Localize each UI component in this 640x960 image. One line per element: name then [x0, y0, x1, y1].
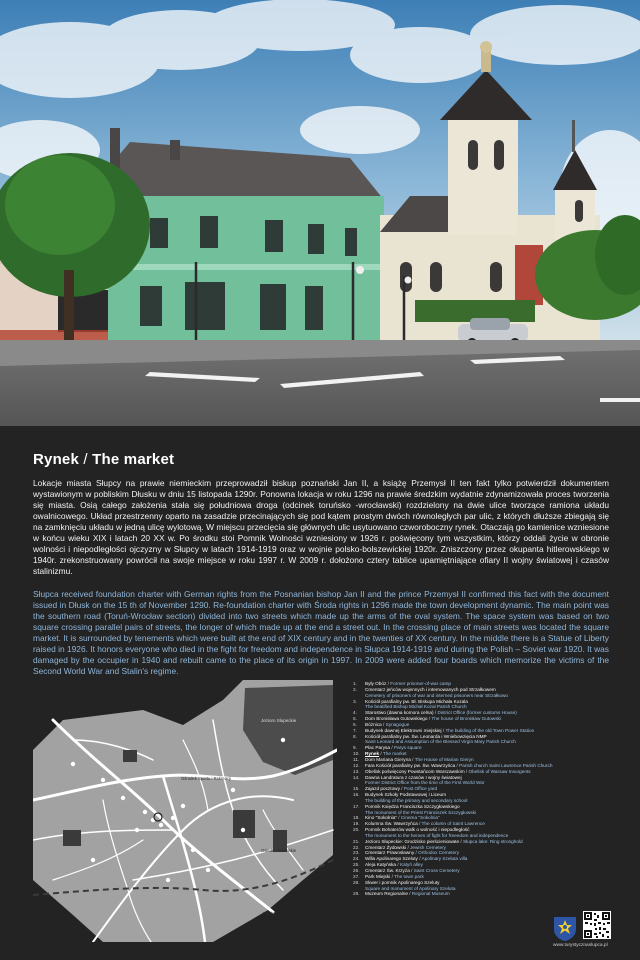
legend-item: The monument of the Priest Franciszek Szczygłowski: [365, 809, 476, 815]
legend-name-polish: Fara Kościół parafialny pw. Św. Wawrzyńca: [365, 762, 456, 768]
map-label-lake: Jezioro Słupeckie: [261, 718, 297, 723]
legend-name-english: Obelisk of Warsaw Insurgents: [468, 768, 531, 774]
legend-name-polish: Jezioro Słupeckie: Grodzisko pierścieniowate: [365, 838, 460, 844]
legend-item: 21. Jezioro Słupeckie: Grodzisko pierścieniowate / Słupca lake: Ring stronghold: [353, 838, 523, 844]
legend-name-polish: Starostwo (dawna komora celna): [365, 710, 434, 716]
legend-item: Square and monument of Apolinary Szeluta: [365, 885, 456, 891]
legend-number: 13.: [353, 768, 360, 774]
legend-name-polish: Budynek dawnej Elektrowni miejskiej: [365, 727, 442, 733]
legend-name-english: Parish church Saint Lawrence Parish Church: [459, 762, 553, 768]
legend-name-polish: Dawna Landratura z czasów I wojny światowej: [365, 774, 462, 780]
legend-number: 28.: [353, 879, 360, 885]
legend-item: 6. Bóżnica / Synagogue: [353, 721, 410, 727]
legend-item: 7. Budynek dawnej Elektrowni miejskiej / The building of the old Town Power Station: [353, 727, 535, 733]
map-legend: [353, 681, 613, 897]
legend-number: 10.: [353, 751, 360, 757]
legend-item: Cemetery of prisoners of war and interned prisoners near Strzałkowo: [365, 692, 509, 698]
legend-item: 25. Aleja Katyńska / Katyń alley: [353, 862, 423, 868]
legend-name-polish: Skwer i pomnik Apolinarego Szeluty: [365, 879, 440, 885]
legend-number: 16.: [353, 792, 360, 798]
description-english: Słupca received foundation charter with German rights from the Posnanian bishop Jan II and the prince Przemysł II confirmed this fact with the document issued in Dłusk on the 15 th of November 1290. Re-foundation charter with Środa rights in 1296 made the town development dynamic. The main point was the southern road (Toruń-Wrocław section) divided into two streets which made up the arms of the oval system. The space system was based on two square crossing parallel pairs of streets, the longer of which made up at the end a street out. In the crossing place of main streets was located the square market. It is surrounded by tenements which were built at the end of XIX century and in the twenties of XX century. In the middle there is a Statue of Liberty raised in 1926. It honors everyone who died in the fight for freedom and independence in Słupca 1914-1919 and during the Polish – Soviet war 1920. It was damaged by the occupier in 1940 and rebuilt came to the place of its origin in 1997. In 2009 were added four boards which memorize the victims of the Second World War and Stalin's regime.: [33, 589, 609, 676]
legend-name-english: Parys square: [393, 745, 422, 751]
legend-name-polish: Obelisk poświęcony Powstańcom Warszawskim: [365, 768, 465, 774]
legend-number: 18.: [353, 815, 360, 821]
legend-name-polish: Aleja Katyńska: [365, 862, 397, 868]
legend-name-polish: Zajazd pocztowy: [365, 786, 400, 792]
legend-number: 14.: [353, 774, 360, 780]
legend-name-polish: Bóżnica: [365, 721, 382, 727]
legend-item: 18. Kino "Sokolnia" / Cinema "Sokolnia": [353, 815, 440, 821]
legend-name-polish: Cmentarz Prawosławny: [365, 850, 415, 856]
legend-name-polish: Kościół parafialny pw. Bł. Biskupa Michała Kozala: [365, 698, 468, 704]
legend-name-polish: Były Obóz: [365, 681, 387, 686]
legend-number: 3.: [353, 698, 357, 704]
map-label-district: Osiedle Grodziskie: [261, 848, 297, 853]
title-english: The market: [92, 451, 175, 468]
legend-name-english: Katyń alley: [399, 862, 423, 868]
legend-number: 29.: [353, 891, 360, 897]
legend-number: 1.: [353, 681, 357, 686]
city-map: [33, 680, 337, 942]
slupca-coat-of-arms-icon: [552, 915, 578, 942]
legend-name-english: The column of Saint Lawrence: [421, 821, 485, 827]
map-label-sport-center: Ośrodek Sportu i Rekreacji: [181, 776, 232, 781]
legend-item: 24. Willa Apolinarego Szeluty / Apolinary Szeluta villa: [353, 856, 468, 862]
legend-number: 15.: [353, 786, 360, 792]
legend-number: 17.: [353, 803, 360, 809]
legend-name-english: Apolinary Szeluta villa: [421, 856, 468, 862]
legend-number: 21.: [353, 838, 360, 844]
legend-item: Saint Leonard and Assumption of the Blessed Virgin Mary Parish Church: [365, 739, 516, 745]
page-title: [33, 451, 174, 468]
legend-number: 9.: [353, 745, 357, 751]
legend-item: 9. Plac Parysa / Parys square: [353, 745, 422, 751]
map-label-road: Pyzdry: [263, 911, 276, 916]
legend-item: 1. Były Obóz / Former prisoner-of-war camp: [353, 681, 451, 686]
legend-name-polish: Cmentarz Żydowski: [365, 844, 407, 850]
title-separator: /: [83, 451, 88, 468]
market-photo: [0, 0, 640, 426]
legend-number: 6.: [353, 721, 357, 727]
legend-number: 7.: [353, 727, 357, 733]
legend-name-english: District Office (former customs House): [437, 710, 517, 716]
legend-item: 11. Dom Mariana Gieryna / The House of Marian Gieryn: [353, 756, 474, 762]
legend-item: 12. Fara Kościół parafialny pw. Św. Wawrzyńca / Parish church Saint Lawrence Parish Church: [353, 762, 553, 768]
legend-name-english: The town park: [394, 873, 424, 879]
legend-number: 5.: [353, 716, 357, 722]
legend-item: 22. Cmentarz Żydowski / Jewish Cemetery: [353, 844, 447, 850]
legend-item: The monument to the heroes of fight for freeedom and independence: [365, 832, 509, 838]
website-link[interactable]: www.turystycznaslupca.pl: [553, 943, 608, 948]
legend-name-english: The house of Bronisław Gutowski: [431, 716, 501, 722]
legend-number: 26.: [353, 868, 360, 873]
legend-name-polish: Cmentarz Św. Krzyża: [365, 868, 410, 873]
legend-item: 10. Rynek / The market: [353, 751, 407, 757]
legend-name-english: Former prisoner-of-war camp: [390, 681, 451, 686]
legend-name-english: Saint Cross Cemetery: [413, 868, 460, 873]
legend-name-polish: Budynek Szkoły Podstawowej i Liceum: [365, 792, 447, 798]
legend-item: 23. Cmentarz Prawosławny / Orthodox Cemetery: [353, 850, 460, 856]
legend-name-polish: Pomnik Bohaterów walk o wolność i niepodległość: [365, 827, 470, 833]
legend-item: 19. Kolumna Św. Wawrzyńca / The column of Saint Lawrence: [353, 821, 485, 827]
title-polish: Rynek: [33, 451, 80, 468]
legend-name-polish: Plac Parysa: [365, 745, 391, 751]
legend-item: 13. Obelisk poświęcony Powstańcom Warszawskim / Obelisk of Warsaw Insurgents: [353, 768, 531, 774]
legend-name-english: Post Office yard: [403, 786, 438, 792]
legend-name-polish: Muzeum Regionalne: [365, 891, 408, 897]
legend-name-english: Regional Museum: [411, 891, 450, 897]
legend-name-polish: Kino "Sokolnia": [365, 815, 397, 821]
legend-item: 27. Park Miejski / The town park: [353, 873, 424, 879]
legend-item: 26. Cmentarz Św. Krzyża / Saint Cross Cemetery: [353, 868, 460, 873]
legend-number: 20.: [353, 827, 360, 833]
legend-item: 5. Dom Bronisława Gutowskiego / The house of Bronisław Gutowski: [353, 716, 501, 722]
legend-name-english: Synagogue: [385, 721, 410, 727]
legend-name-english: The building of the old Town Power Station: [445, 727, 535, 733]
legend-number: 19.: [353, 821, 360, 827]
legend-number: 4.: [353, 710, 357, 716]
legend-name-polish: Dom Bronisława Gutowskiego: [365, 716, 428, 722]
legend-item: 29. Muzeum Regionalne / Regional Museum: [353, 891, 450, 897]
legend-item: 15. Zajazd pocztowy / Post Office yard: [353, 786, 438, 792]
legend-name-polish: Kościół parafialny pw. Św. Leonarda i Wniebowzięcia NMP: [365, 733, 487, 739]
legend-number: 11.: [353, 756, 360, 762]
legend-name-polish: Willa Apolinarego Szeluty: [365, 856, 418, 862]
legend-item: The building of the primary and secondary school: [365, 797, 468, 803]
qr-code-icon[interactable]: [583, 911, 611, 939]
legend-name-english: Jewish Cemetery: [410, 844, 447, 850]
legend-name-english: The market: [382, 751, 407, 757]
legend-name-english: Cinema "Sokolnia": [400, 815, 440, 821]
legend-name-english: The House of Marian Gieryn: [414, 756, 474, 762]
legend-name-polish: Cmentarz jeńców wojennych i internowanych pod Strzałkowem: [365, 686, 496, 692]
description-polish: Lokacje miasta Słupcy na prawie niemieckim przeprowadził biskup poznański Jan II, a książę Przemysł II ten fakt tylko potwierdził dokumentem wystawionym w pobliskim Dłusku w dniu 15 listopada 1290r. Ponowna lokacja w roku 1296 na prawie średzkim wydatnie zdynamizowała proces tworzenia się miasta. Osią całego założenia stała się południowa droga (odcinek toruńsko -wrocławski) rozdzielony na dwie ulice tworzące ramiona układu owalnicowego. Układ przestrzenny oparto na zasadzie przecinających się pod kątem prostym dwóch równoległych par ulic, z których dłuższe zbiegają się na zamknięciu układu w jedną ulicę wylotową. W miejscu przecięcia się głównych ulic usytuowano czworoboczny rynek. Otaczają go kamienice wzniesione w końcu wieku XIX i latach 20 XX w. Po środku stoi Pomnik Wolności wzniesiony w 1926 r. poświęcony tym wszystkim, którzy oddali życie w obronie wolności i niepodległości ojczyzny w Słupcy w latach 1914-1919 oraz w wojnie polsko-bolszewickiej 1920r. Zniszczony przez okupanta hitlerowskiego w 1940r. zrekonstruowany powrócił na swoje miejsce w roku 1997 r. W 2009 r. dołożono cztery tablice upamiętniające ofiary II wojny światowej i czasów stalinizmu.: [33, 478, 609, 576]
legend-name-english: Orthodox Cemetery: [418, 850, 460, 856]
legend-item: 4. Starostwo (dawna komora celna) / District Office (former customs House): [353, 710, 517, 716]
content-panel: [0, 426, 640, 960]
legend-number: 8.: [353, 733, 357, 739]
legend-item: Former District Office from the time of the First World War: [365, 780, 485, 786]
legend-name-polish: Park Miejski: [365, 873, 391, 879]
legend-number: 22.: [353, 844, 360, 850]
legend-name-polish: Pomnik Księdza Franciszka Szczygłowskiego: [365, 803, 460, 809]
legend-number: 24.: [353, 856, 360, 862]
legend-name-polish: Rynek: [365, 751, 380, 757]
legend-name-polish: Kolumna Św. Wawrzyńca: [365, 821, 418, 827]
legend-name-polish: Dom Mariana Gieryna: [365, 756, 411, 762]
legend-number: 2.: [353, 686, 357, 692]
legend-number: 12.: [353, 762, 360, 768]
legend-name-english: Słupca lake: Ring stronghold: [462, 838, 523, 844]
legend-item: The beatified Bishop Michał Kozal Parish Church: [365, 704, 467, 710]
legend-number: 23.: [353, 850, 360, 856]
legend-number: 25.: [353, 862, 360, 868]
legend-number: 27.: [353, 873, 360, 879]
